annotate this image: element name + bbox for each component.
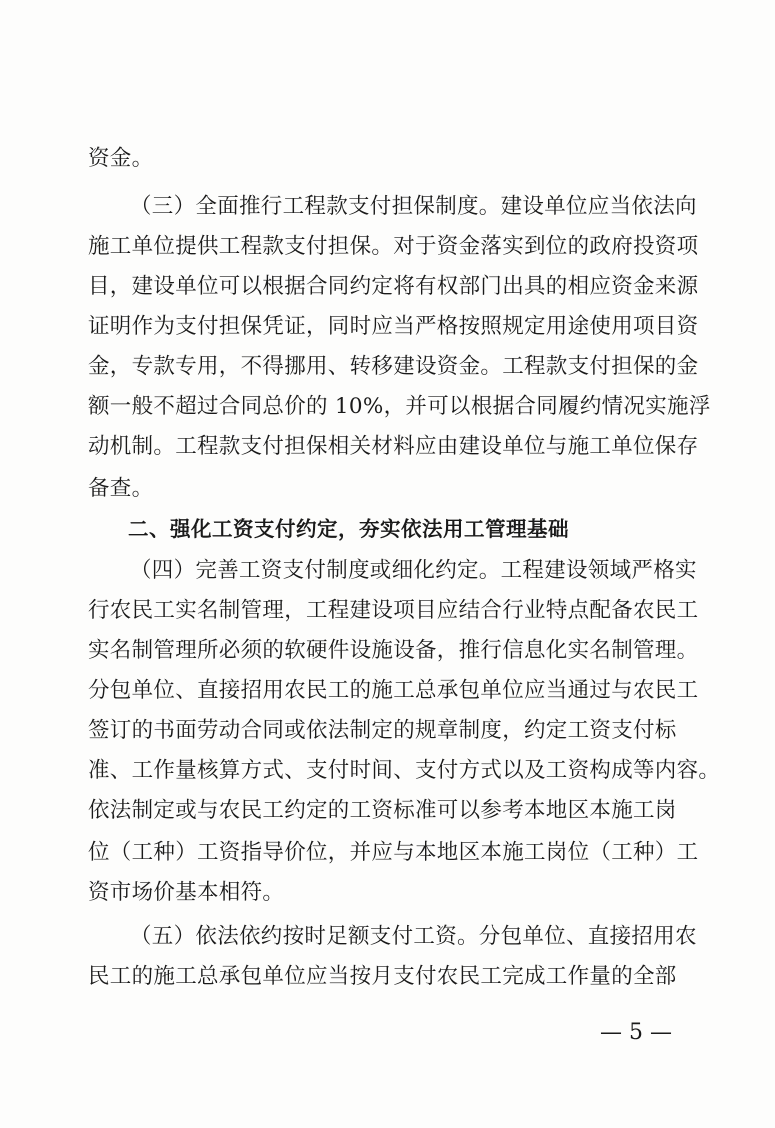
text-line: 签订的书面劳动合同或依法制定的规章制度，约定工资支付标 xyxy=(88,718,677,743)
text-line: 准、工作量核算方式、支付时间、支付方式以及工资构成等内容。 xyxy=(88,758,721,783)
text-line: 行农民工实名制管理，工程建设项目应结合行业特点配备农民工 xyxy=(88,598,699,623)
page-number: — 5 — xyxy=(600,1020,672,1045)
text-line: 资市场价基本相符。 xyxy=(88,880,285,905)
text-line: （四）完善工资支付制度或细化约定。工程建设领域严格实 xyxy=(130,558,697,583)
text-line: 金，专款专用，不得挪用、转移建设资金。工程款支付担保的金 xyxy=(88,354,699,379)
text-line: 分包单位、直接招用农民工的施工总承包单位应当通过与农民工 xyxy=(88,678,699,703)
text-line: 施工单位提供工程款支付担保。对于资金落实到位的政府投资项 xyxy=(88,234,699,259)
text-line: 民工的施工总承包单位应当按月支付农民工完成工作量的全部 xyxy=(88,964,677,989)
text-line: 额一般不超过合同总价的 10%，并可以根据合同履约情况实施浮 xyxy=(88,394,711,419)
text-line: （五）依法依约按时足额支付工资。分包单位、直接招用农 xyxy=(130,924,697,949)
text-line: 位（工种）工资指导价位，并应与本地区本施工岗位（工种）工 xyxy=(88,840,699,865)
text-line: 资金。 xyxy=(88,146,154,171)
text-line: 动机制。工程款支付担保相关材料应由建设单位与施工单位保存 xyxy=(88,434,699,459)
text-line: 实名制管理所必须的软硬件设施设备，推行信息化实名制管理。 xyxy=(88,638,699,663)
text-line: 目，建设单位可以根据合同约定将有权部门出具的相应资金来源 xyxy=(88,274,699,299)
text-line: （三）全面推行工程款支付担保制度。建设单位应当依法向 xyxy=(130,194,697,219)
section-heading: 二、强化工资支付约定，夯实依法用工管理基础 xyxy=(128,517,569,541)
text-line: 备查。 xyxy=(88,476,154,501)
text-line: 依法制定或与农民工约定的工资标准可以参考本地区本施工岗 xyxy=(88,798,677,823)
text-line: 证明作为支付担保凭证，同时应当严格按照规定用途使用项目资 xyxy=(88,314,699,339)
